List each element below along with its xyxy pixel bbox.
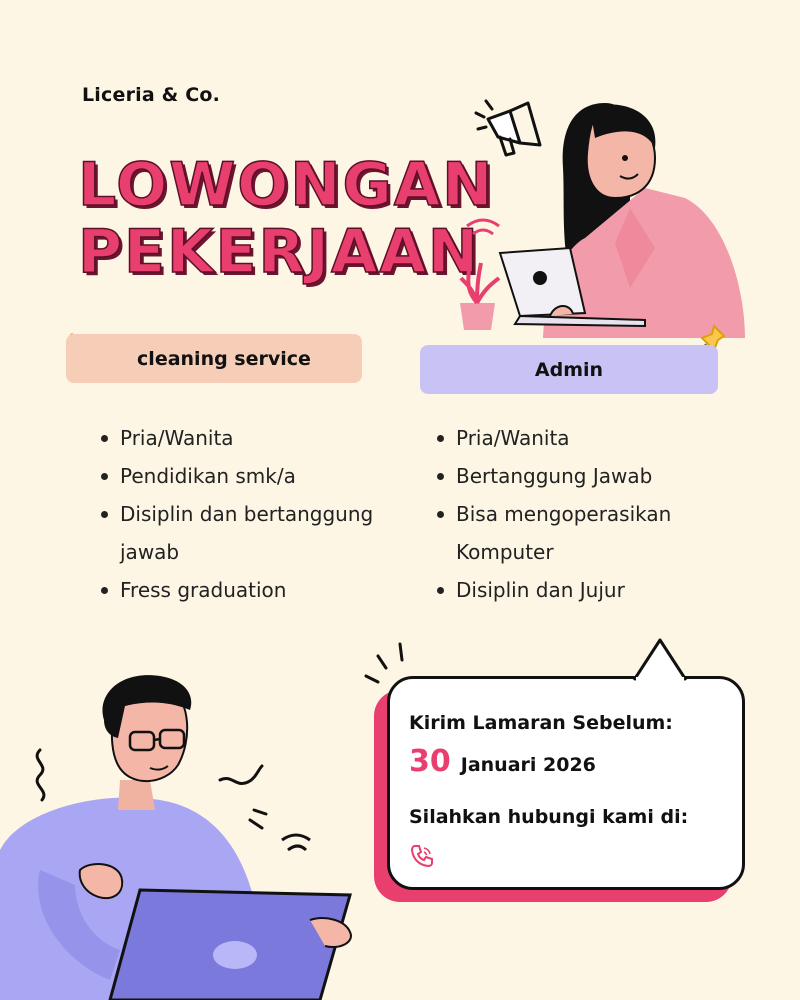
phone-icon[interactable]	[409, 843, 435, 869]
deadline-date	[409, 744, 596, 779]
list-item: Pendidikan smk/a	[98, 457, 398, 495]
list-item: Bisa mengoperasikan Komputer	[434, 495, 734, 571]
headline-line-1: LOWONGAN	[78, 150, 495, 220]
speech-bubble-tail	[630, 636, 690, 682]
cleaning-service-requirements	[98, 419, 398, 609]
list-item: Fress graduation	[98, 571, 398, 609]
headline-line-2: PEKERJAAN	[78, 217, 481, 287]
admin-requirements	[434, 419, 734, 609]
list-item: Disiplin dan bertanggung jawab	[98, 495, 398, 571]
deadline-label: Kirim Lamaran Sebelum:	[409, 712, 673, 734]
job-title-cleaning-service: cleaning service	[66, 334, 362, 383]
deadline-month-year: Januari 2026	[460, 754, 596, 776]
man-with-laptop-illustration	[0, 670, 370, 1000]
list-item: Disiplin dan Jujur	[434, 571, 734, 609]
list-item: Bertanggung Jawab	[434, 457, 734, 495]
list-item: Pria/Wanita	[98, 419, 398, 457]
contact-label: Silahkan hubungi kami di:	[409, 806, 689, 828]
job-title-admin: Admin	[420, 345, 718, 394]
woman-with-laptop-illustration	[455, 98, 755, 348]
deadline-contact-card	[387, 676, 745, 890]
brand-name: Liceria & Co.	[82, 84, 221, 106]
deadline-day: 30	[409, 744, 451, 779]
list-item: Pria/Wanita	[434, 419, 734, 457]
